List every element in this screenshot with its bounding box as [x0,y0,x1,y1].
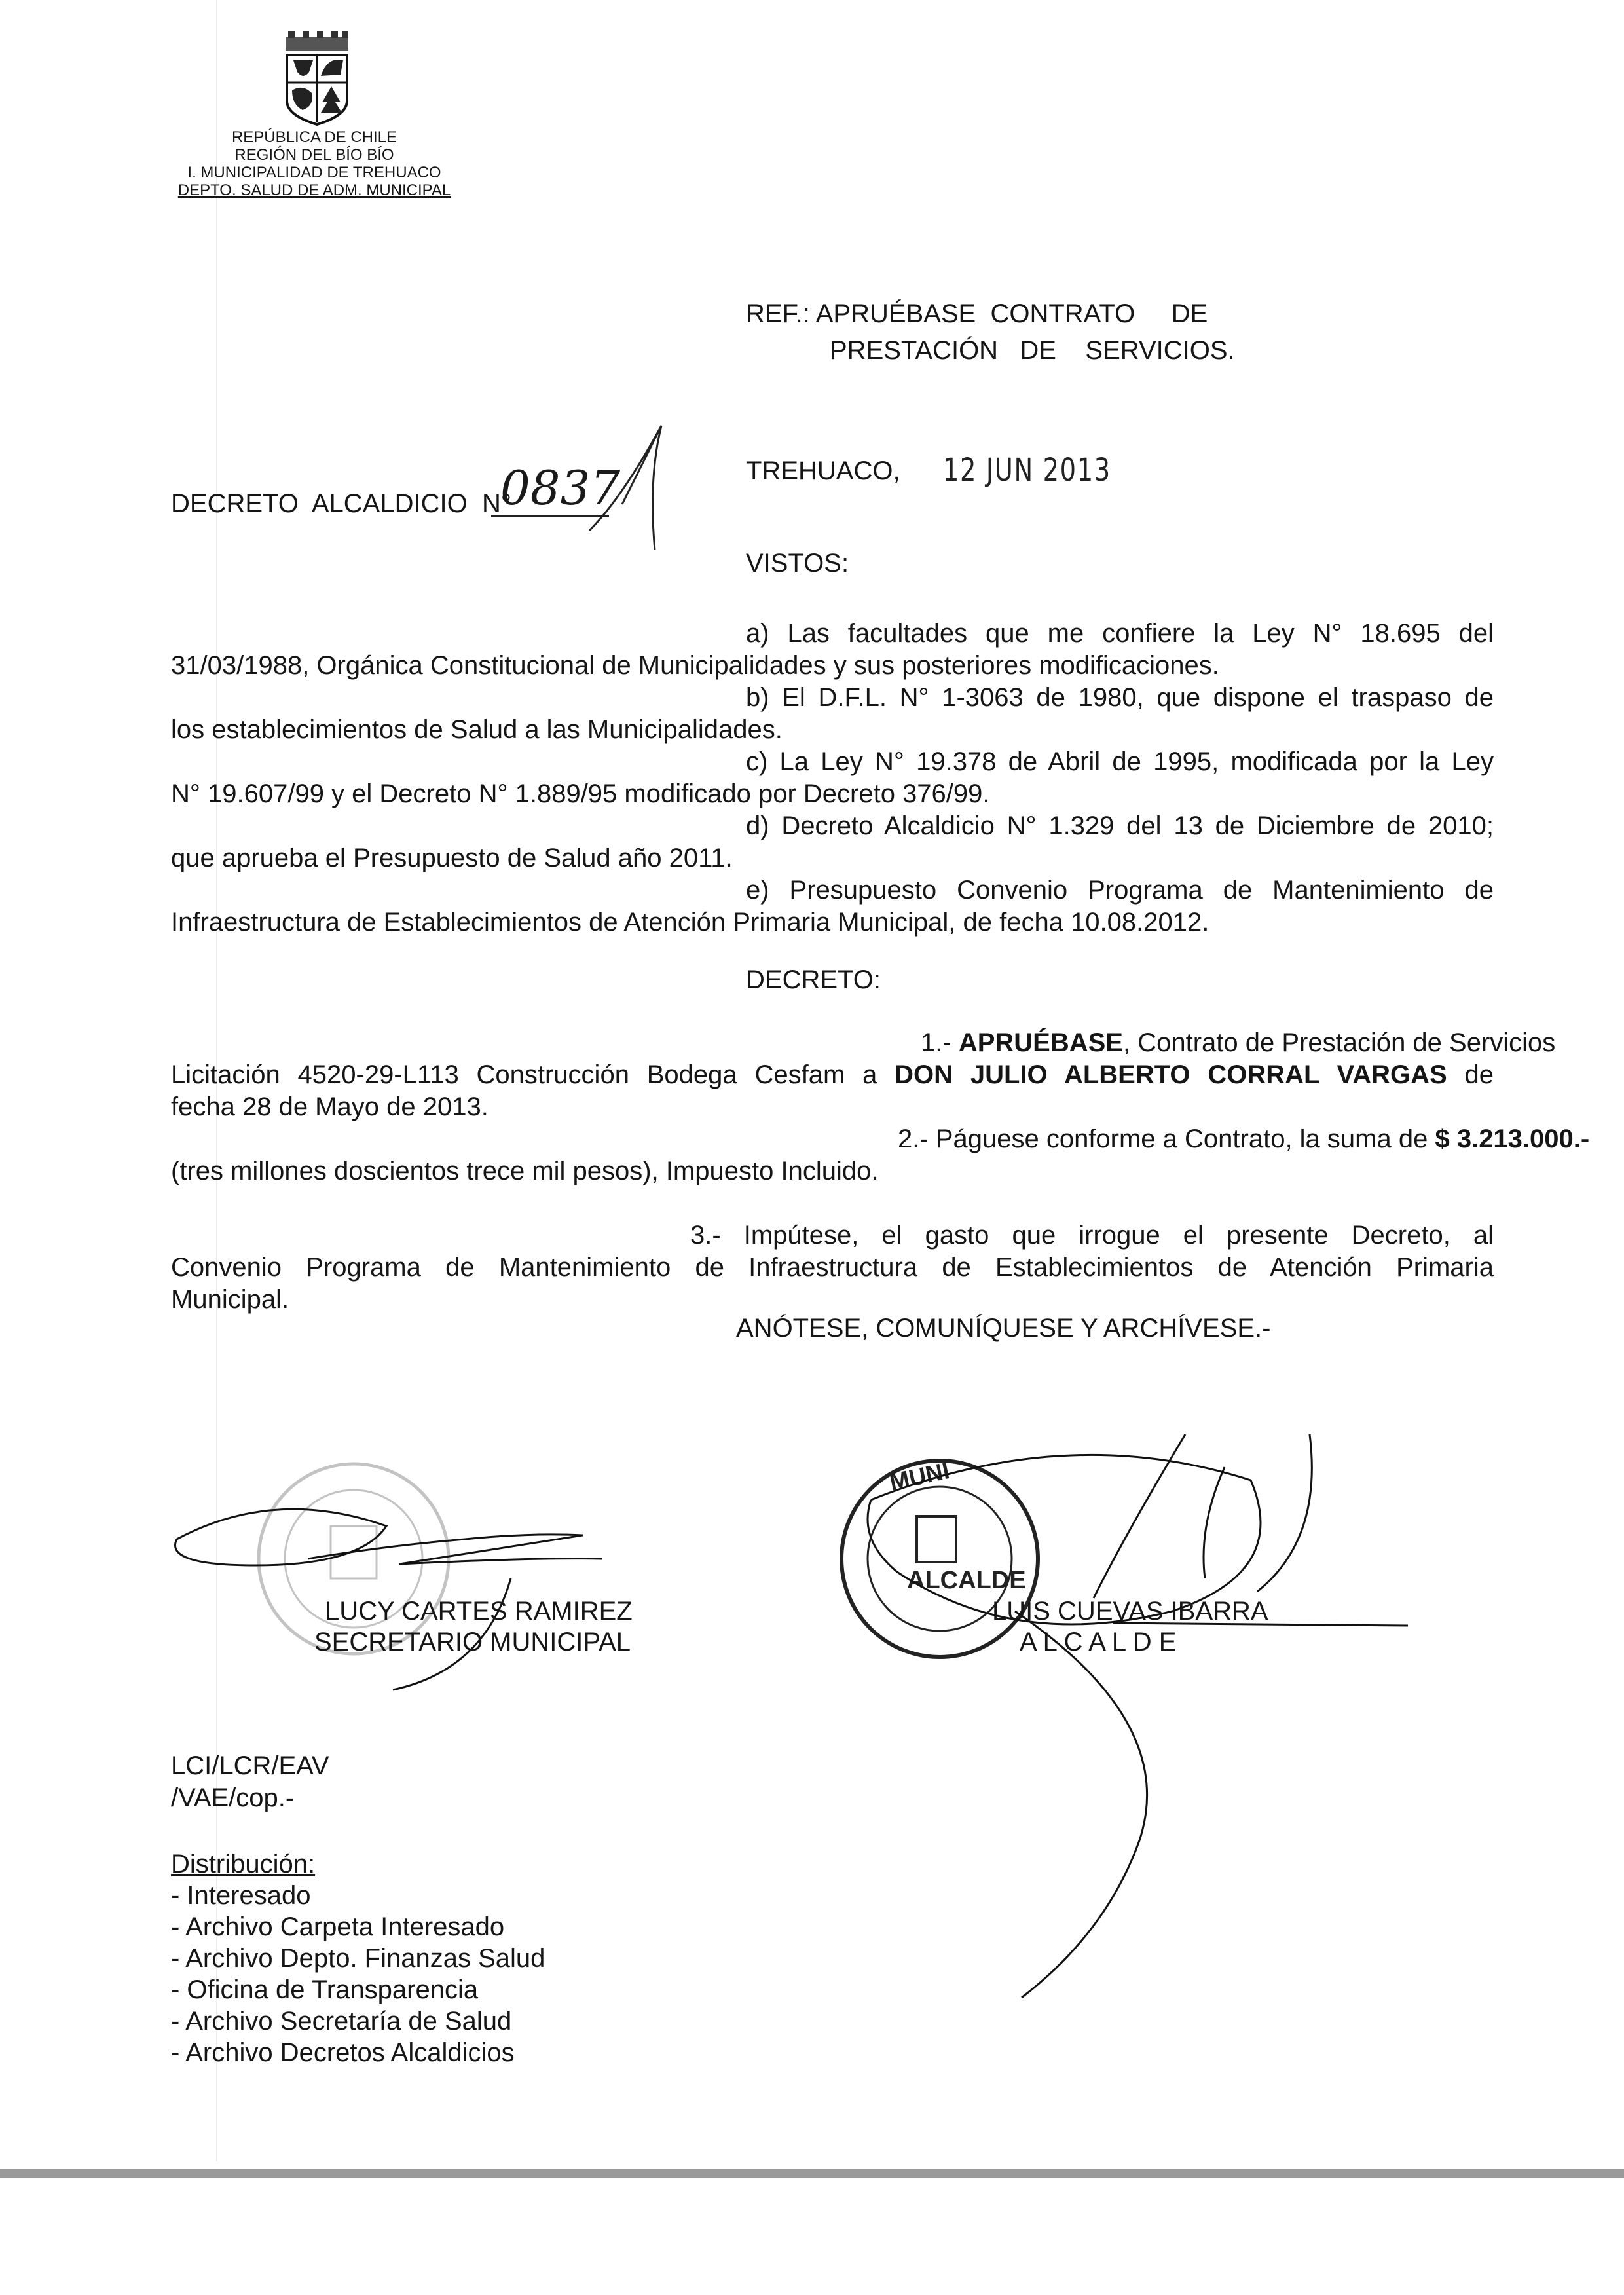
line: a) Las facultades que me confiere la Ley N° 18.695 del [746,619,1494,648]
line-text: de [1464,1060,1494,1089]
line-text: Convenio Programa de Mantenimiento de Infraestructura de Establecimientos de Atención Primaria [171,1253,1494,1282]
line: e) Presupuesto Convenio Programa de Mantenimiento de [746,876,1494,905]
line: que aprueba el Presupuesto de Salud año 2011. [171,844,733,872]
distribution-item: - Archivo Secretaría de Salud [171,2007,512,2036]
ref-line-1: APRUÉBASE CONTRATO DE [815,299,1208,328]
vistos-paragraphs [171,618,1494,939]
svg-text:ALCALDE: ALCALDE [907,1567,1026,1594]
ref-line-2: PRESTACIÓN DE SERVICIOS. [830,336,1235,365]
line-text: 3.- Impútese, el gasto que irrogue el presente Decreto, al [690,1221,1494,1250]
letterhead-line: DEPTO. SALUD DE ADM. MUNICIPAL [177,181,451,199]
ref-block [746,298,1208,330]
decreto-item-2 [171,1123,1590,1187]
date-stamp: 12 JUN 2013 [943,452,1111,489]
place: TREHUACO, [746,457,900,485]
vistos-heading: VISTOS: [746,549,849,578]
approve-keyword: APRUÉBASE [958,1028,1123,1057]
line-text: (tres millones doscientos trece mil pesos), Impuesto Incluido. [171,1157,879,1185]
distribution-list [171,1848,545,2068]
ref-label: REF.: [746,299,810,328]
line: N° 19.607/99 y el Decreto N° 1.889/95 modificado por Decreto 376/99. [171,779,990,808]
vistos-item-e [171,874,1494,939]
item-number: 1.- [921,1028,951,1057]
vistos-item-c [171,746,1494,810]
distribution-item: - Archivo Decretos Alcaldicios [171,2038,515,2067]
mayor-name: LUIS CUEVAS IBARRA [992,1597,1268,1626]
secretary-title: SECRETARIO MUNICIPAL [314,1628,631,1656]
distribution-item: - Oficina de Transparencia [171,1975,479,2004]
line: los establecimientos de Salud a las Municipalidades. [171,715,783,744]
line: b) El D.F.L. N° 1-3063 de 1980, que dispone el traspaso de [746,683,1494,712]
line: d) Decreto Alcaldicio N° 1.329 del 13 de Diciembre de 2010; [746,812,1494,840]
decreto-item-1 [171,1027,1556,1123]
distribution-item: - Archivo Depto. Finanzas Salud [171,1944,545,1973]
svg-text:0837: 0837 [500,460,621,515]
decreto-heading: DECRETO: [746,965,881,994]
line: 31/03/1988, Orgánica Constitucional de Municipalidades y sus posteriores modificaciones. [171,651,1219,680]
secretary-name: LUCY CARTES RAMIREZ [325,1597,633,1626]
vistos-item-a [171,618,1494,682]
letterhead [164,128,465,199]
line-text: 2.- Páguese conforme a Contrato, la suma de [898,1125,1428,1153]
vistos-item-b [171,682,1494,746]
closing-formula: ANÓTESE, COMUNÍQUESE Y ARCHÍVESE.- [736,1314,1271,1343]
distribution-item: - Interesado [171,1881,311,1910]
decree-label: DECRETO ALCALDICIO N° [171,489,511,518]
letterhead-line: REGIÓN DEL BÍO BÍO [234,146,394,164]
letterhead-line: I. MUNICIPALIDAD DE TREHUACO [187,164,441,181]
line-text: fecha 28 de Mayo de 2013. [171,1092,489,1121]
initials-line: LCI/LCR/EAV [171,1751,329,1780]
line-text: Licitación 4520-29-L113 Construcción Bodega Cesfam a [171,1060,877,1089]
handwritten-decree-number [491,419,674,550]
initials-line: /VAE/cop.- [171,1783,295,1812]
line: c) La Ley N° 19.378 de Abril de 1995, modificada por la Ley [746,747,1494,776]
line-text: , Contrato de Prestación de Servicios [1122,1028,1556,1057]
distribution-item: - Archivo Carpeta Interesado [171,1912,505,1941]
svg-text:MUNI: MUNI [887,1457,952,1496]
amount: $ 3.213.000.- [1435,1125,1590,1153]
line-text: Municipal. [171,1285,289,1314]
letterhead-line: REPÚBLICA DE CHILE [231,128,397,146]
line: Infraestructura de Establecimientos de Atención Primaria Municipal, de fecha 10.08.2012. [171,908,1209,937]
vistos-item-d [171,810,1494,874]
distribution-title: Distribución: [171,1850,316,1878]
decreto-item-3 [171,1220,1494,1316]
contractor-name: DON JULIO ALBERTO CORRAL VARGAS [895,1060,1447,1089]
coat-of-arms-logo [280,30,354,126]
mayor-title: A L C A L D E [1020,1628,1177,1656]
scan-bottom-edge [0,2169,1624,2178]
